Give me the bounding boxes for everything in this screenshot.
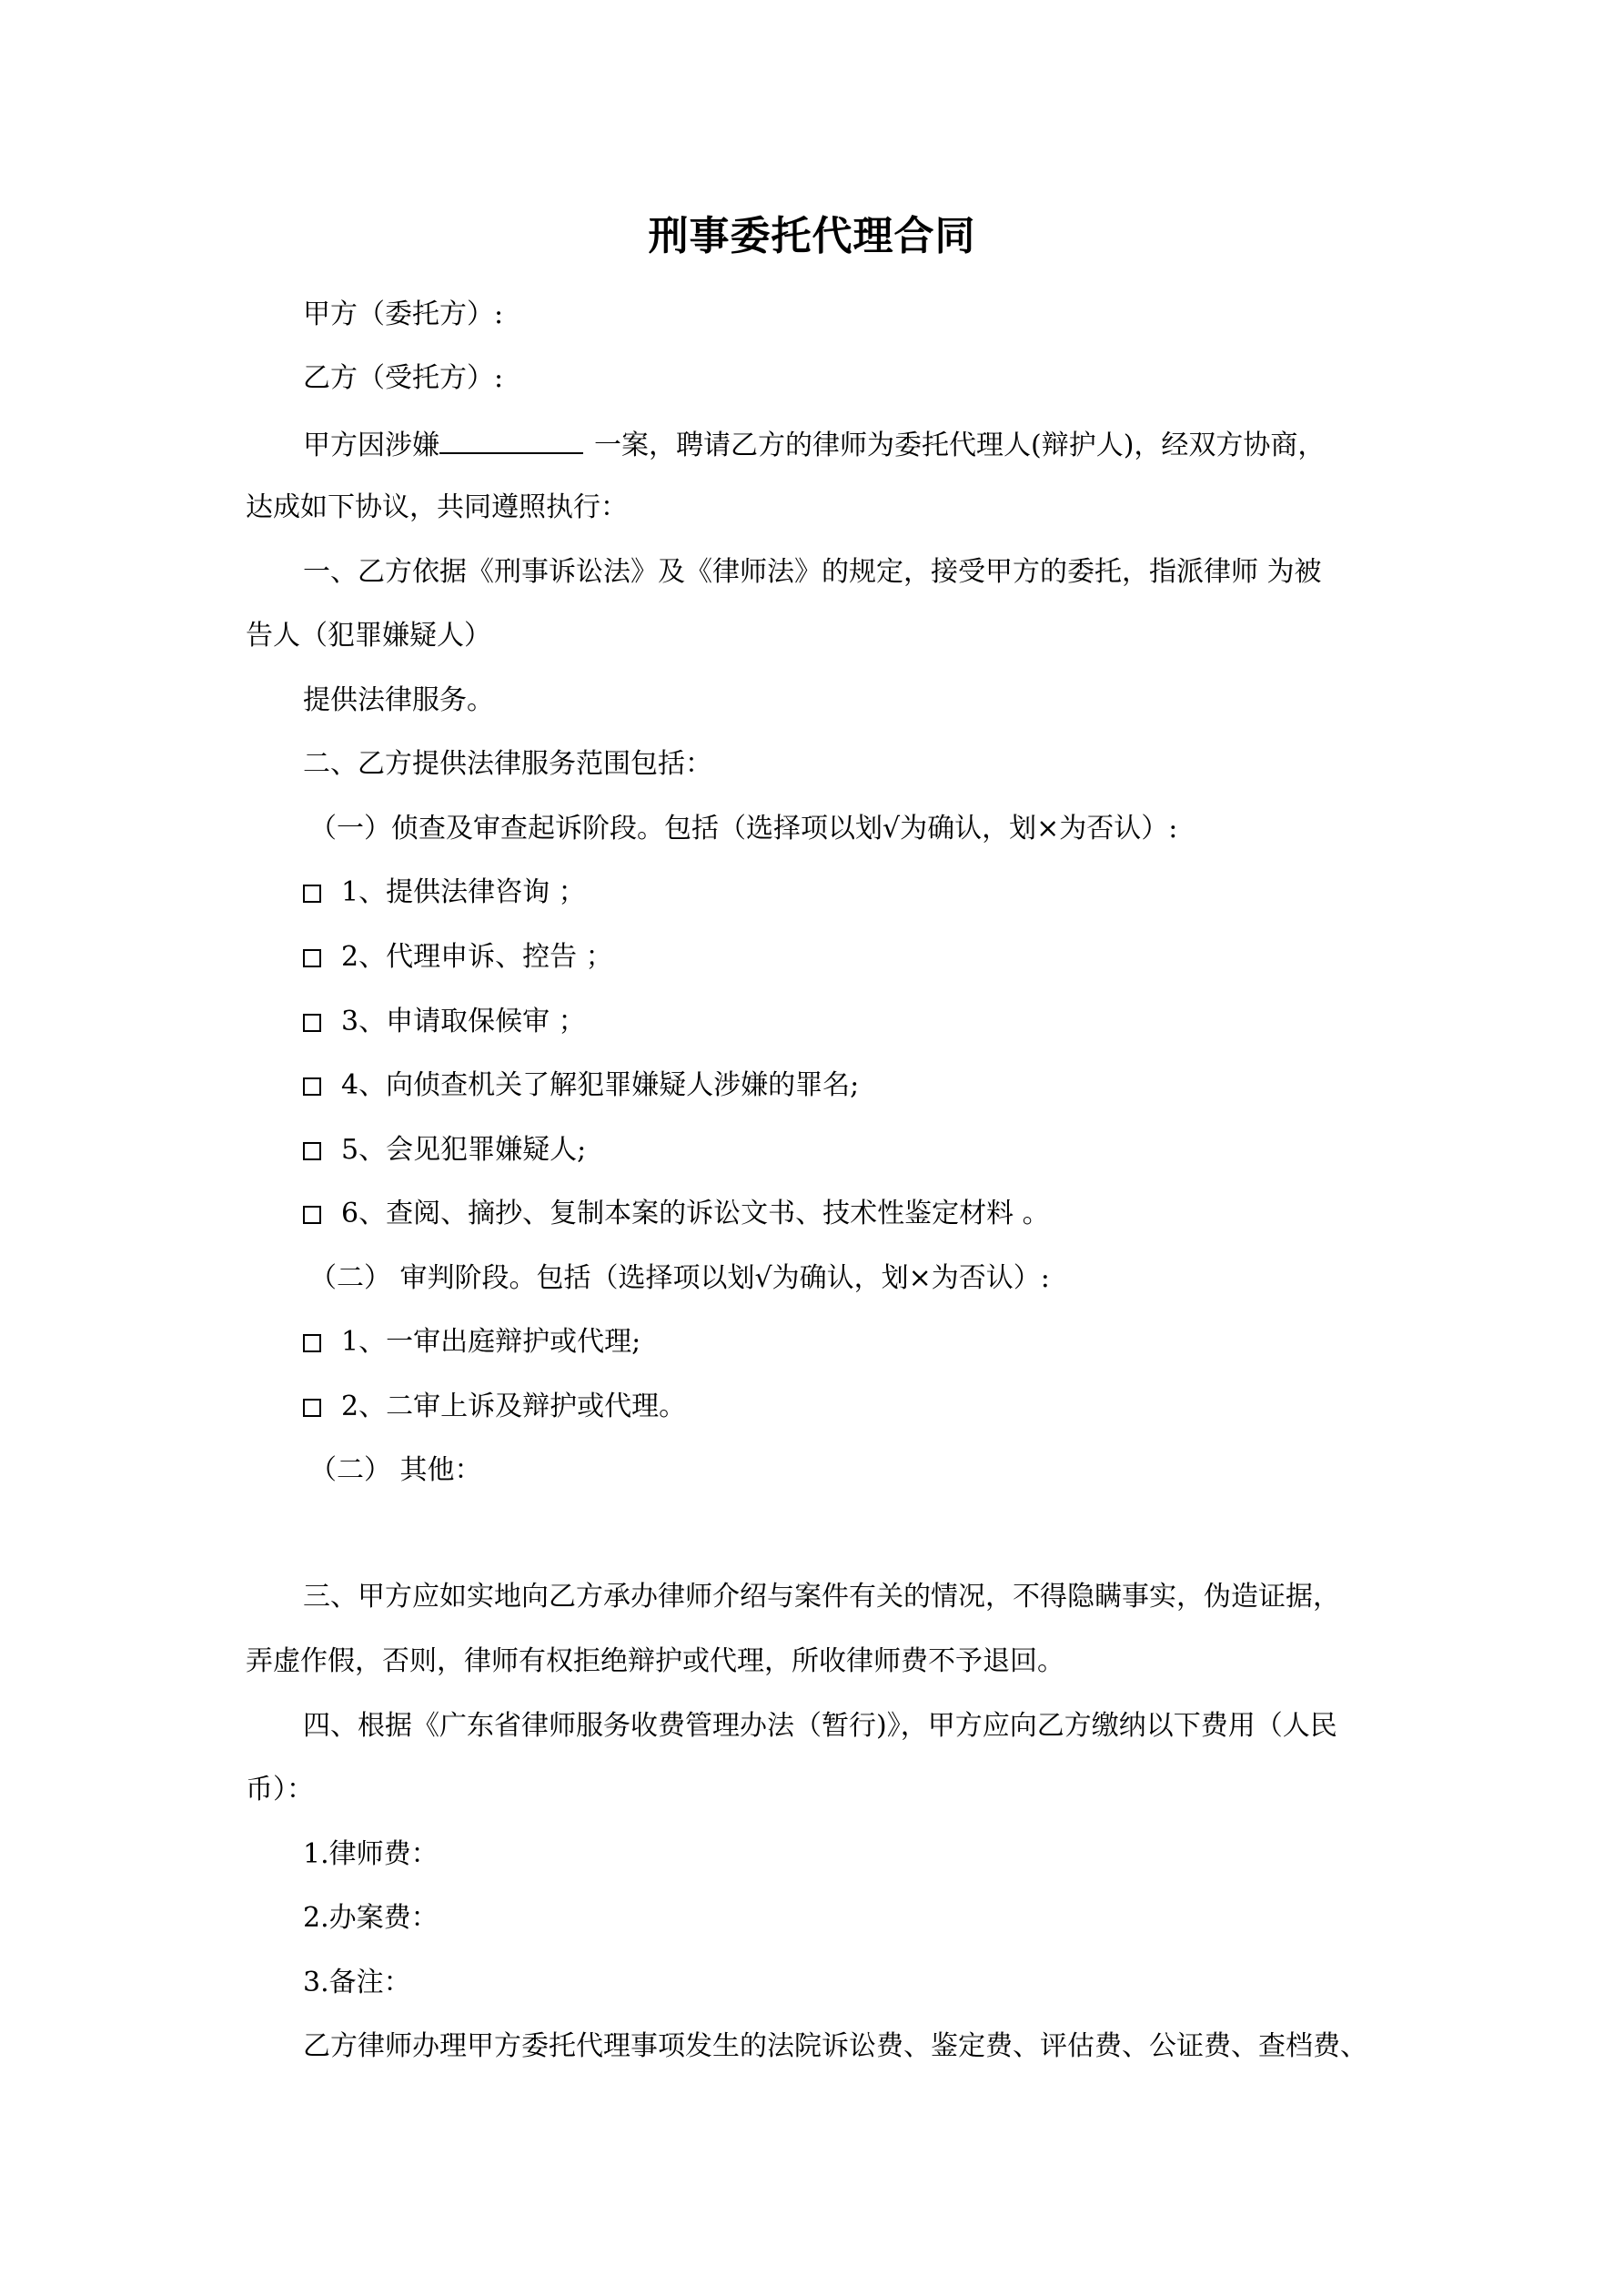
stage-2-heading: （二） 审判阶段。包括（选择项以划√为确认，划×为否认）:: [309, 1262, 1050, 1294]
stage-1-item-label: 6、查阅、摘抄、复制本案的诉讼文书、技术性鉴定材料 。: [341, 1198, 1050, 1229]
stage-1-item: [303, 939, 613, 976]
case-intro-before: 甲方因涉嫌: [303, 430, 439, 461]
document-title: 刑事委托代理合同: [648, 213, 976, 259]
fee-item: 1.律师费：: [303, 1838, 439, 1870]
case-intro-line: [303, 425, 1325, 464]
clause-2-heading: 二、乙方提供法律服务范围包括：: [303, 748, 712, 780]
stage-1-item: [303, 1196, 1050, 1232]
checkbox-icon[interactable]: [303, 1142, 321, 1160]
stage-1-item: [303, 1004, 586, 1040]
clause-3-line-2: 弄虚作假，否则，律师有权拒绝辩护或代理，所收律师费不予退回。: [246, 1645, 1064, 1677]
checkbox-icon[interactable]: [303, 1206, 321, 1224]
stage-1-item-label: 1、提供法律咨询 ；: [341, 876, 586, 908]
stage-1-item-label: 4、向侦查机关了解犯罪嫌疑人涉嫌的罪名;: [341, 1069, 860, 1101]
case-name-blank: [439, 425, 583, 454]
case-intro-after: 一案，聘请乙方的律师为委托代理人(辩护人)，经双方协商，: [594, 430, 1326, 461]
clause-3-line-1: 三、甲方应如实地向乙方承办律师介绍与案件有关的情况，不得隐瞒事实，伪造证据，: [303, 1581, 1340, 1613]
clause-4-line-1: 四、根据《广东省律师服务收费管理办法（暂行)》，甲方应向乙方缴纳以下费用（人民: [303, 1710, 1337, 1742]
stage-2-item: [303, 1324, 641, 1360]
fee-item: 3.备注：: [303, 1967, 411, 1998]
stage-1-item: [303, 1067, 859, 1104]
stage-1-item-label: 3、申请取保候审 ；: [341, 1006, 586, 1037]
stage-1-item-label: 2、代理申诉、控告 ；: [341, 941, 613, 973]
checkbox-icon[interactable]: [303, 1334, 321, 1352]
checkbox-icon[interactable]: [303, 1014, 321, 1032]
checkbox-icon[interactable]: [303, 1077, 321, 1096]
stage-2-item-label: 2、二审上诉及辩护或代理。: [341, 1391, 687, 1422]
case-intro-continuation: 达成如下协议，共同遵照执行：: [246, 491, 628, 523]
stage-1-heading: （一）侦查及审查起诉阶段。包括（选择项以划√为确认，划×为否认）:: [309, 813, 1178, 845]
clause-1-line-1: 一、乙方依据《刑事诉讼法》及《律师法》的规定，接受甲方的委托，指派律师 为被: [303, 556, 1322, 588]
stage-1-item-label: 5、会见犯罪嫌疑人;: [341, 1134, 587, 1166]
clause-1-line-3: 提供法律服务。: [303, 684, 494, 716]
stage-3-heading: （二） 其他：: [309, 1454, 482, 1486]
checkbox-icon[interactable]: [303, 885, 321, 903]
stage-1-item: [303, 1132, 586, 1168]
clause-4-line-2: 币）：: [246, 1774, 314, 1805]
checkbox-icon[interactable]: [303, 1399, 321, 1417]
stage-2-item: [303, 1389, 686, 1425]
fee-item: 2.办案费：: [303, 1902, 439, 1934]
clause-1-line-2: 告人（犯罪嫌疑人）: [246, 620, 491, 652]
party-a-line: 甲方（委托方）:: [303, 298, 504, 330]
stage-2-item-label: 1、一审出庭辩护或代理;: [341, 1326, 641, 1358]
checkbox-icon[interactable]: [303, 949, 321, 967]
stage-1-item: [303, 875, 586, 911]
party-b-line: 乙方（受托方）:: [303, 362, 504, 394]
remark-line: 乙方律师办理甲方委托代理事项发生的法院诉讼费、鉴定费、评估费、公证费、查档费、: [303, 2030, 1367, 2062]
